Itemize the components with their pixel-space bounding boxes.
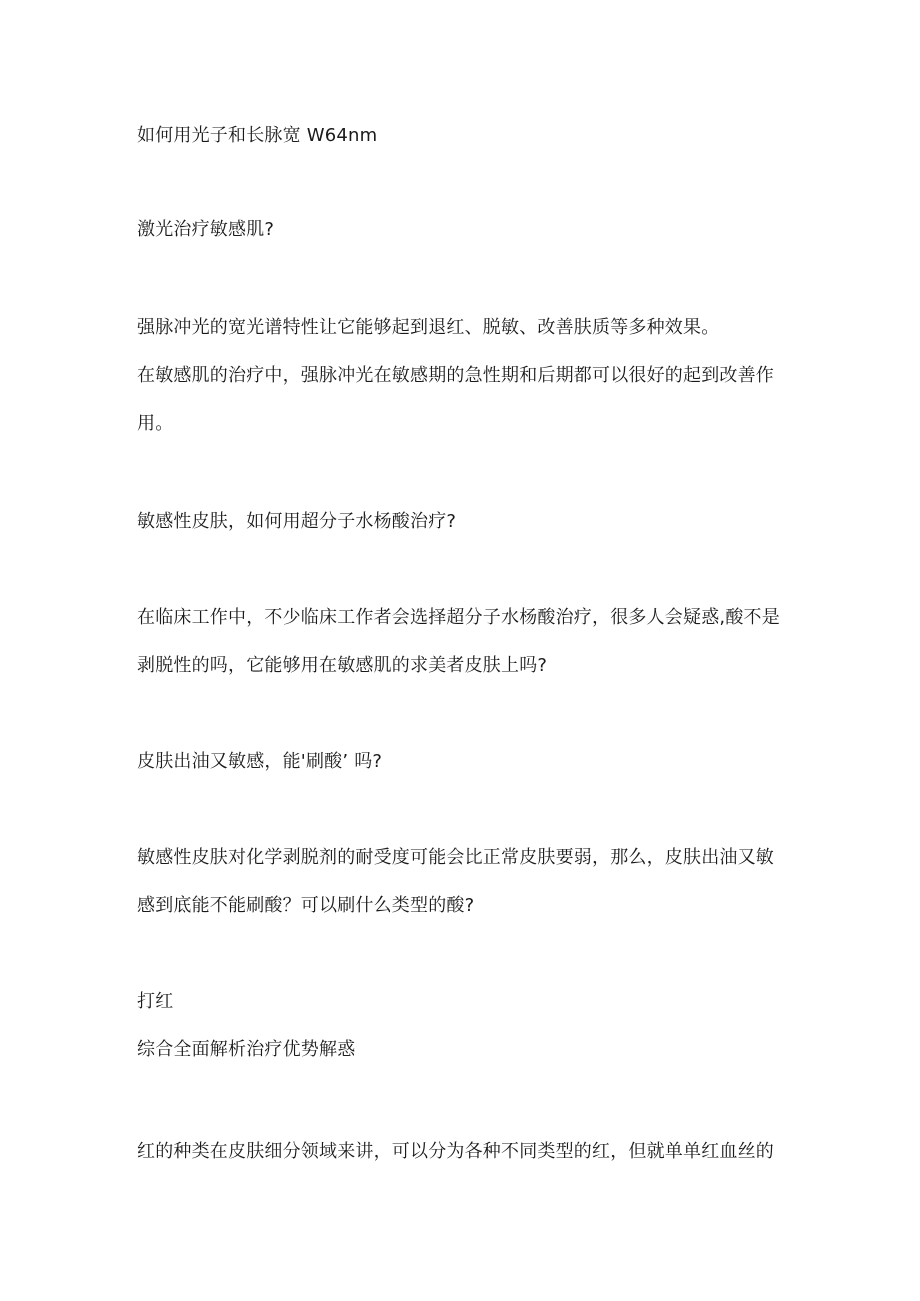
heading-salicylic-acid: 敏感性皮肤，如何用超分子水杨酸治疗? [137,511,457,532]
paragraph-oily-line1: 敏感性皮肤对化学剥脱剂的耐受度可能会比正常皮肤要弱，那么，皮肤出油又敏 [137,847,774,868]
paragraph-salicylic-line1: 在临床工作中，不少临床工作者会选择超分子水杨酸治疗，很多人会疑惑,酸不是 [137,607,780,628]
heading-ipl-laser-line1: 如何用光子和长脉宽 W64nm [137,125,378,146]
paragraph-ipl-line3: 用。 [137,413,174,434]
paragraph-ipl-line1: 强脉冲光的宽光谱特性让它能够起到退红、脱敏、改善肤质等多种效果。 [137,317,720,338]
subheading-treatment-overview: 综合全面解析治疗优势解惑 [137,1039,356,1060]
paragraph-salicylic-line2: 剥脱性的吗，它能够用在敏感肌的求美者皮肤上吗? [137,655,548,676]
heading-redness: 打红 [137,991,174,1012]
paragraph-oily-line2: 感到底能不能刷酸？可以刷什么类型的酸? [137,895,475,916]
paragraph-redness-line1: 红的种类在皮肤细分领域来讲，可以分为各种不同类型的红，但就单单红血丝的 [137,1141,774,1162]
paragraph-ipl-line2: 在敏感肌的治疗中，强脉冲光在敏感期的急性期和后期都可以很好的起到改善作 [137,365,774,386]
heading-ipl-laser-line2: 激光治疗敏感肌? [137,219,275,240]
heading-oily-sensitive: 皮肤出油又敏感，能'刷酸’ 吗? [137,751,383,772]
